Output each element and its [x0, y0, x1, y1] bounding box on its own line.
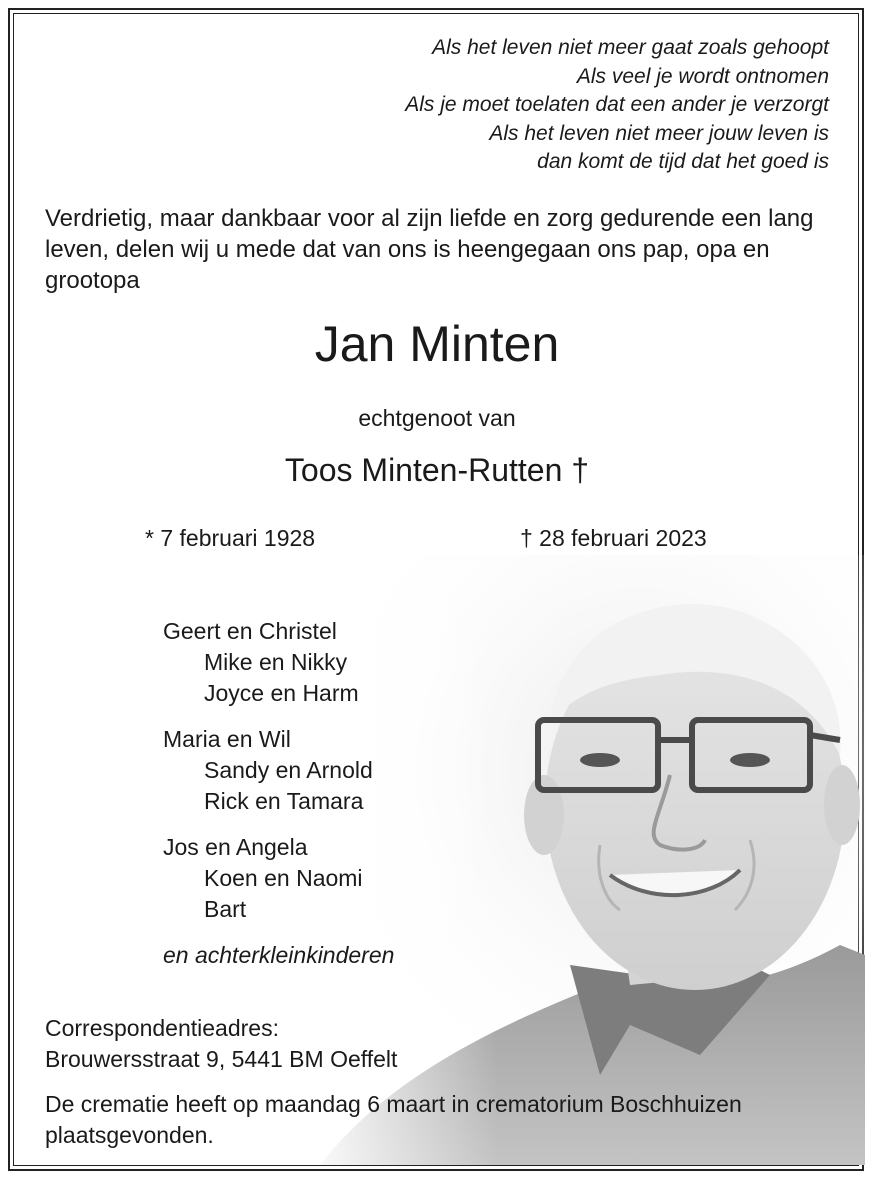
family-group	[163, 832, 394, 925]
intro-text: Verdrietig, maar dankbaar voor al zijn liefde en zorg gedurende een lang leven, delen wij u mede dat van ons is heengegaan ons pap, opa en grootopa	[45, 205, 814, 294]
family-parents: Maria en Wil	[163, 726, 291, 752]
poem-line: Als het leven niet meer jouw leven is	[489, 121, 829, 145]
poem-line: Als het leven niet meer gaat zoals gehoopt	[432, 36, 829, 59]
cremation-notice: De crematie heeft op maandag 6 maart in crematorium Boschhuizen plaatsgevonden.	[45, 1091, 742, 1148]
death-date: † 28 februari 2023	[520, 525, 707, 551]
poem-line: Als veel je wordt ontnomen	[576, 64, 829, 88]
deceased-name: Jan Minten	[314, 316, 560, 372]
family-group	[163, 724, 394, 817]
family-parents: Geert en Christel	[163, 618, 337, 644]
spouse-label: echtgenoot van	[358, 405, 516, 431]
correspondence-label: Correspondentieadres:	[45, 1015, 279, 1041]
birth-date: * 7 februari 1928	[145, 525, 316, 551]
family-child: Rick en Tamara	[204, 788, 364, 814]
family-child: Sandy en Arnold	[204, 757, 373, 783]
poem	[405, 34, 829, 177]
family-child: Koen en Naomi	[204, 865, 363, 891]
family-list	[163, 616, 394, 971]
poem-line: Als je moet toelaten dat een ander je verzorgt	[405, 93, 829, 116]
great-grandchildren: en achterkleinkinderen	[163, 942, 395, 968]
family-child: Bart	[204, 896, 247, 922]
family-group	[163, 616, 394, 709]
correspondence	[45, 1013, 397, 1075]
spouse-name: Toos Minten-Rutten †	[284, 452, 590, 488]
family-child: Mike en Nikky	[204, 649, 348, 675]
family-parents: Jos en Angela	[163, 834, 308, 860]
family-child: Joyce en Harm	[204, 680, 359, 706]
correspondence-address: Brouwersstraat 9, 5441 BM Oeffelt	[45, 1046, 398, 1072]
poem-line: dan komt de tijd dat het goed is	[537, 150, 829, 173]
